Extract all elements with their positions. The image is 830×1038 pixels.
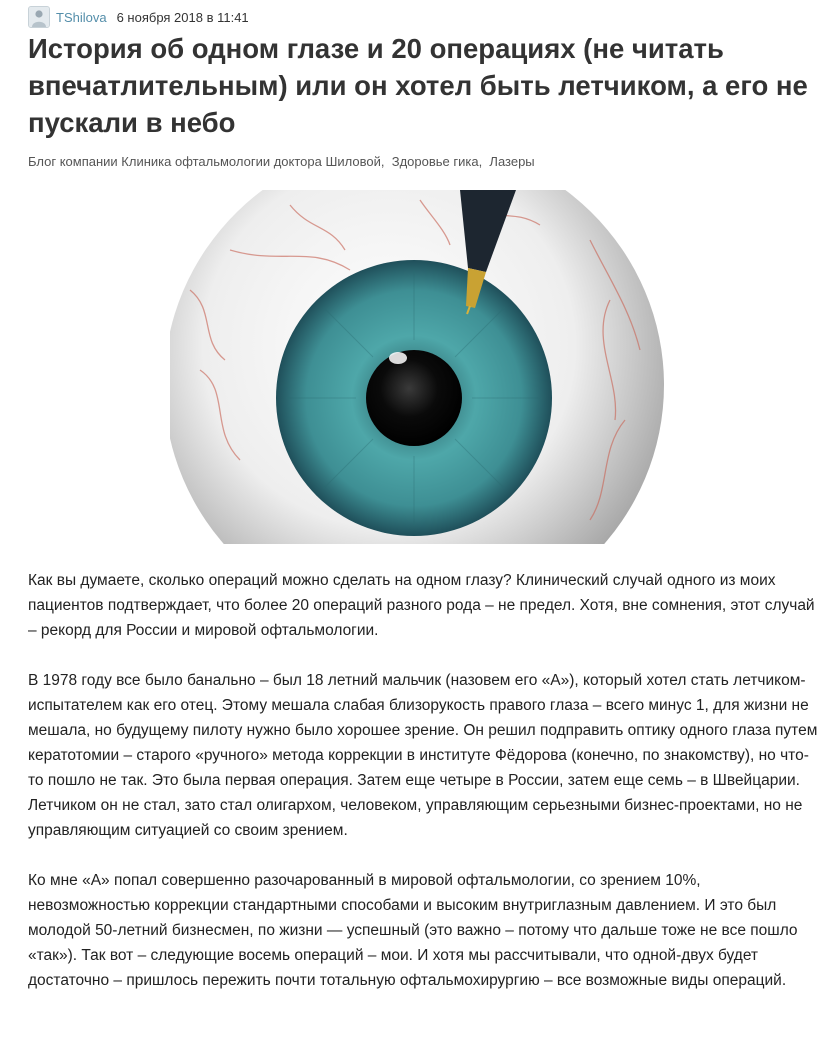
hub-link-lasers[interactable]: Лазеры (489, 154, 535, 169)
post-meta (28, 6, 249, 28)
author-link[interactable]: TShilova (56, 9, 107, 25)
hubs-list (28, 154, 535, 169)
post-title[interactable]: История об одном глазе и 20 операциях (не читать впечатлительным) или он хотел быть летчиком, а его не пускали в небо (28, 33, 808, 138)
avatar-image (29, 7, 49, 27)
hub-link-clinic-blog[interactable]: Блог компании Клиника офтальмологии доктора Шиловой, (28, 154, 385, 169)
paragraph-2: В 1978 году все было банально – был 18 летний мальчик (назовем его «А»), который хотел стать летчиком-испытателем как его отец. Этому мешала слабая близорукость правого глаза – всего минус 1, для жизни не мешала, но будущему пилоту нужно было хорошее зрение. Он решил подправить оптику одного глаза путем кератотомии – старого «ручного» метода коррекции в институте Фёдорова (конечно, по знакомству), но что-то пошло не так. Это была первая операция. Затем еще четыре в России, затем еще семь – в Швейцарии. Летчиком он не стал, зато стал олигархом, человеком, управляющим серьезными бизнес-проектами, но не управляющим ситуацией со своим зрением. (28, 672, 818, 839)
paragraph-1: Как вы думаете, сколько операций можно сделать на одном глазу? Клинический случай одного из моих пациентов подтверждает, что более 20 операций разного рода – не предел. Хотя, вне сомнения, этот случай – рекорд для России и мировой офтальмологии. (28, 572, 815, 639)
eye-illustration (170, 190, 664, 544)
paragraph-3: Ко мне «А» попал совершенно разочарованный в мировой офтальмологии, со зрением 10%, невозможностью коррекции стандартными способами и высоким внутриглазным давлением. И это был молодой 50-летний бизнесмен, по жизни — успешный (это важно – потому что дальше тоже не все пошло «так»). Так вот – следующие восемь операций – мои. И хотя мы рассчитывали, что одной-двух будет достаточно – пришлось пережить почти тотальную офтальмохирургию – все возможные виды операций. (28, 872, 798, 989)
hero-image-eye (170, 190, 664, 544)
article-body (28, 568, 818, 1018)
post-date: 6 ноября 2018 в 11:41 (116, 9, 249, 25)
hub-link-geek-health[interactable]: Здоровье гика, (391, 154, 483, 169)
author-avatar[interactable] (28, 6, 50, 28)
